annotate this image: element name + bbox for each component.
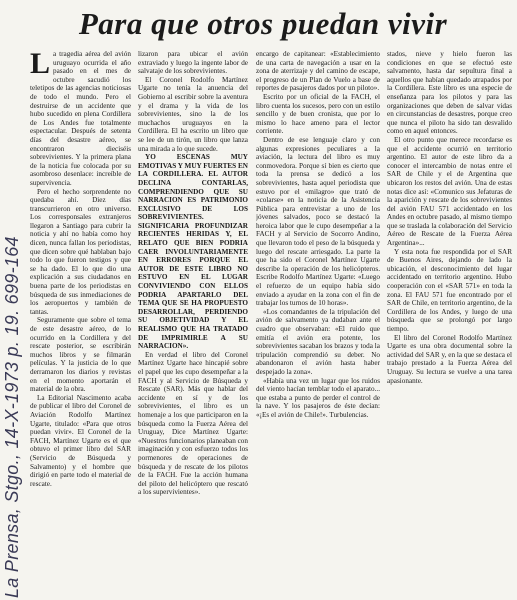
paragraph: Dentro de ese lenguaje claro y con algunas expresiones peculiares a la aviación, la lectura del libro es muy conmovedora. Porque sí bien es cierto que toda la prensa se dedicó a los sobrevivientes, hasta aquel periodista que estuvo por el «milagro» que trató de «colarse» en la noticia de la Asistencia Pública para entrevistar a uno de los jóvenes salvados, poco se destacó la heroica labor que le cupo desempeñar a la FACH y al Servicio de Socorro Andino, que llevaron todo el peso de la búsqueda y luego del rescate arriesgado. La parte la que ha sido el Coronel Martínez Ugarte describe la operación de los helicópteros. Escribe Rodolfo Martínez Ugarte: «Luego el refuerzo de un equipo había sido enviado a ayudar en la zona con el fin de trabajar los turnos de 10 horas». [256,135,380,308]
paragraph: La Editorial Nascimento acaba de publicar el libro del Coronel de Aviación Rodolfo Martínez Ugarte, titulado: «Para que otros puedan vivir». El Coronel de la FACH, Martínez Ugarte es el que obtuvo el primer libro del SAR (Servicio de Búsqueda y Salvamento) y el hombre que dirigió en parte todo el material de rescate. [30,393,131,488]
paragraph: El Coronel Rodolfo Martínez Ugarte no tenía la anuencia del Gobierno al escribir sobre la aventura y el drama y la vida de los sobrevivientes, sino la de los muchachos uruguayos en la Cordillera. El ha escrito un libro que se lee de un tirón, un libro que lanza una mirada a lo que sucede. [138,75,248,153]
article-column-3 [256,50,380,598]
paragraph: «Había una vez un lugar que los ruidos del viento hacían temblar todo el aparato... que estaba a punto de perder el control de la nave. Y los pasajeros de éste decían: «¡Es el avión de Chile!». Turbulencias. [256,376,380,419]
paragraph: stados, nieve y hielo fueron las condiciones en que se efectuó este salvamento, hasta dar sepultura final a aquellos que habían quedado atrapados por la Cordillera. Este libro es una especie de enseñanza para los pilotos y para las organizaciones que deben de salvar vidas en circunstancias de desastres, porque creo que nunca el piloto ha sido tan desvalido como en aquel entonces. [387,50,512,136]
article-column-1 [30,50,131,598]
paragraph: El otro punto que merece recordarse es que el accidente ocurrió en territorio argentino. El autor de este libro da a conocer el intercambio de notas entre el SAR de Chile y el de Argentina que ubicaron los restos del avión. Una de estas notas dice así: «Comunico sus Jefaturas de la aparición y rescate de los sobrevivientes del avión FAU 571 accidentado en los Andes en octubre pasado, al mismo tiempo que se traslada la colaboración del Servicio Aéreo de Rescate de la Fuerza Aérea Argentina»... [387,135,512,248]
paragraph: Escrito por un oficial de la FACH, el libro cuenta los sucesos, pero con un estilo sencillo y de buen cronista, que por lo mismo lo hace ameno para el lector corriente. [256,92,380,136]
paragraph: lizaron para ubicar el avión extraviado y luego la ingente labor de salvataje de los sobrevivientes. [138,50,248,76]
paragraph: El libro del Coronel Rodolfo Martínez Ugarte es una obra documental sobre la actividad del SAR y, en la que se destaca el trabajo prestado a la Fuerza Aérea del Uruguay. Su lectura se vuelve a una tarea apasionante. [387,333,512,385]
handwritten-source-note: La Prensa, Stgo., 14-X-1973 p. 19. 699-164 [2,236,22,598]
paragraph: «Los comandantes de la tripulación del avión de salvamento ya dudaban ante el cuadro que observaban: «El ruido que emitía el avión era potente, los sobrevivientes sacaban los brazos y toda la tripulación comprendió su deber. No abandonaron el avión hasta haber despejado la zona». [256,307,380,376]
paragraph: a tragedia aérea del avión uruguayo ocurrida el año pasado en el mes de octubre sacudió los teletipos de las agencias noticiosas de todo el mundo. Pero el destruirse de un accidente que hubo sucedido en plena Cordillera de Los Andes fue totalmente espectacular. Después de setenta días del desastre aéreo, se encontraron dieciséis sobrevivientes. Y la primera plana de la noticia fue colocada por su asombroso desenlace: increíble de supervivencia. [30,50,131,187]
paragraph: En verdad el libro del Coronel Martínez Ugarte hace hincapié sobre el papel que les cupo desempeñar a la FACH y al Servicio de Búsqueda y Rescate (SAR). Más que hablar del accidente en sí y de los sobrevivientes, el libro es un homenaje a los que participaron en la búsqueda como la Fuerza Aérea del Uruguay, Dice Martínez Ugarte: «Nuestros funcionarios planeaban con imaginación y con esfuerzo todos los pormenores de operaciones de búsqueda y de rescate de los pilotos de la FACH. Fue la acción humana del piloto del helicóptero que rescató a los supervivientes». [138,350,248,497]
drop-cap: L [30,50,51,80]
paragraph: Pero el hecho sorprendente no quedaba ahí. Diez días transcurrieron en otro universo. Los corresponsales extranjeros llegaron a Santiago para cubrir la noticia y ahí no había como hoy dicen, nunca fallan los periodistas, que dicen sobre qué hablaban bajo todo lo que fueron testigos y que se ha dado. El lo que dio una explicación a sus ciudadanos en buena parte de los periodistas en búsqueda de sus inmediaciones de los aeropuertos y también de tantas. [30,187,131,316]
paragraph-emphasis: YO ESCENAS MUY EMOTIVAS Y MUY FUERTES EN LA CORDILLERA. EL AUTOR DECLINA CONTARLAS, COMPRENDIENDO QUE SU NARRACION ES PATRIMONIO EXCLUSIVO DE LOS SOBREVIVIENTES. SIGNIFICARIA PROFUNDIZAR RECIENTES HERIDAS Y, EL RELATO QUE BIEN PODRIA CAER INVOLUNTARIAMENTE EN ERRORES PORQUE EL AUTOR DE ESTE LIBRO NO ESTUVO EN EL LUGAR CONVIVIENDO CON ELLOS PODRIA APARTARLO DEL TEMA QUE SE HA PROPUESTO DESARROLLAR, PERDIENDO SU OBJETIVIDAD Y EL REALISMO QUE HA TRATADO DE IMPRIMIRLE A SU NARRACION». [138,153,248,351]
paragraph: Y esta nota fue respondida por el SAR de Buenos Aires, dejando de lado la ubicación, el desconocimiento del lugar accidentado en territorio argentino. Hubo cooperación con el «SAR 571» en toda la zona. El FAU 571 fue encontrado por el SAR de Chile, en territorio argentino, de la Cordillera de los Andes, y luego de una búsqueda que se prolongó por largo tiempo. [387,247,512,333]
paragraph: Seguramente que sobre el tema de este desastre aéreo, de lo ocurrido en la Cordillera y del rescate posterior, se escribirán muchos libros y se filmarán películas. Y la justicia de lo que derramaron los diarios y revistas en el momento aportarán el material de la obra. [30,316,131,394]
article-column-4 [387,50,512,598]
article-column-2 [138,50,248,598]
headline: Para que otros puedan vivir [78,6,448,41]
paragraph: encargo de capitanear: «Establecimiento de una carta de navegación a usar en la zona de aterrizaje y del camino de escape, el progreso de un Plan de Vuelo a base de reportes de pasajeros dados por un piloto». [256,50,380,93]
